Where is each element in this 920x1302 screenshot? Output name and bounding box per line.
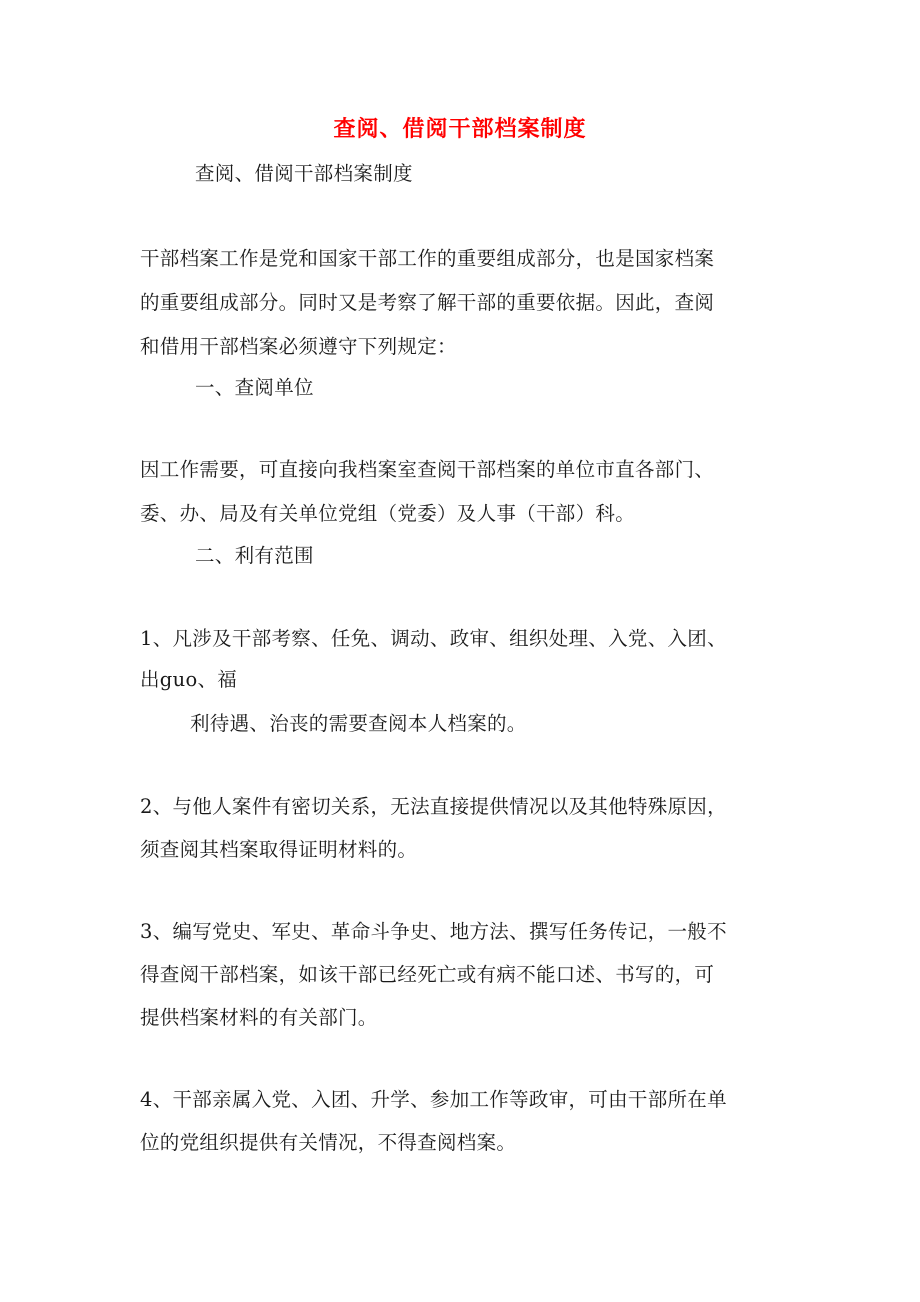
scope-item-2-line: 2、与他人案件有密切关系，无法直接提供情况以及其他特殊原因， bbox=[140, 795, 727, 818]
scope-item-2-line: 须查阅其档案取得证明材料的。 bbox=[140, 838, 418, 861]
scope-item-3-line: 得查阅干部档案，如该干部已经死亡或有病不能口述、书写的，可 bbox=[140, 963, 715, 986]
section1-line: 委、办、局及有关单位党组（党委）及人事（干部）科。 bbox=[140, 502, 636, 525]
section-heading-scope: 二、利有范围 bbox=[195, 544, 314, 567]
scope-item-1-line: 利待遇、治丧的需要查阅本人档案的。 bbox=[190, 712, 527, 735]
intro-line: 和借用干部档案必须遵守下列规定： bbox=[140, 335, 457, 358]
intro-line: 的重要组成部分。同时又是考察了解干部的重要依据。因此，查阅 bbox=[140, 291, 715, 314]
intro-line: 干部档案工作是党和国家干部工作的重要组成部分，也是国家档案 bbox=[140, 247, 715, 270]
document-title: 查阅、借阅干部档案制度 bbox=[333, 117, 587, 142]
section-heading-units: 一、查阅单位 bbox=[195, 376, 314, 399]
scope-item-3-line: 提供档案材料的有关部门。 bbox=[140, 1006, 378, 1029]
scope-item-1-line: 1、凡涉及干部考察、任免、调动、政审、组织处理、入党、入团、 bbox=[140, 627, 727, 650]
section1-line: 因工作需要，可直接向我档案室查阅干部档案的单位市直各部门、 bbox=[140, 458, 715, 481]
scope-item-4-line: 4、干部亲属入党、入团、升学、参加工作等政审，可由干部所在单 bbox=[140, 1088, 727, 1111]
scope-item-4-line: 位的党组织提供有关情况，不得查阅档案。 bbox=[140, 1131, 517, 1154]
document-subtitle: 查阅、借阅干部档案制度 bbox=[195, 162, 413, 185]
scope-item-3-line: 3、编写党史、军史、革命斗争史、地方法、撰写任务传记，一般不 bbox=[140, 920, 727, 943]
scope-item-1-line: 出guo、福 bbox=[140, 668, 238, 691]
